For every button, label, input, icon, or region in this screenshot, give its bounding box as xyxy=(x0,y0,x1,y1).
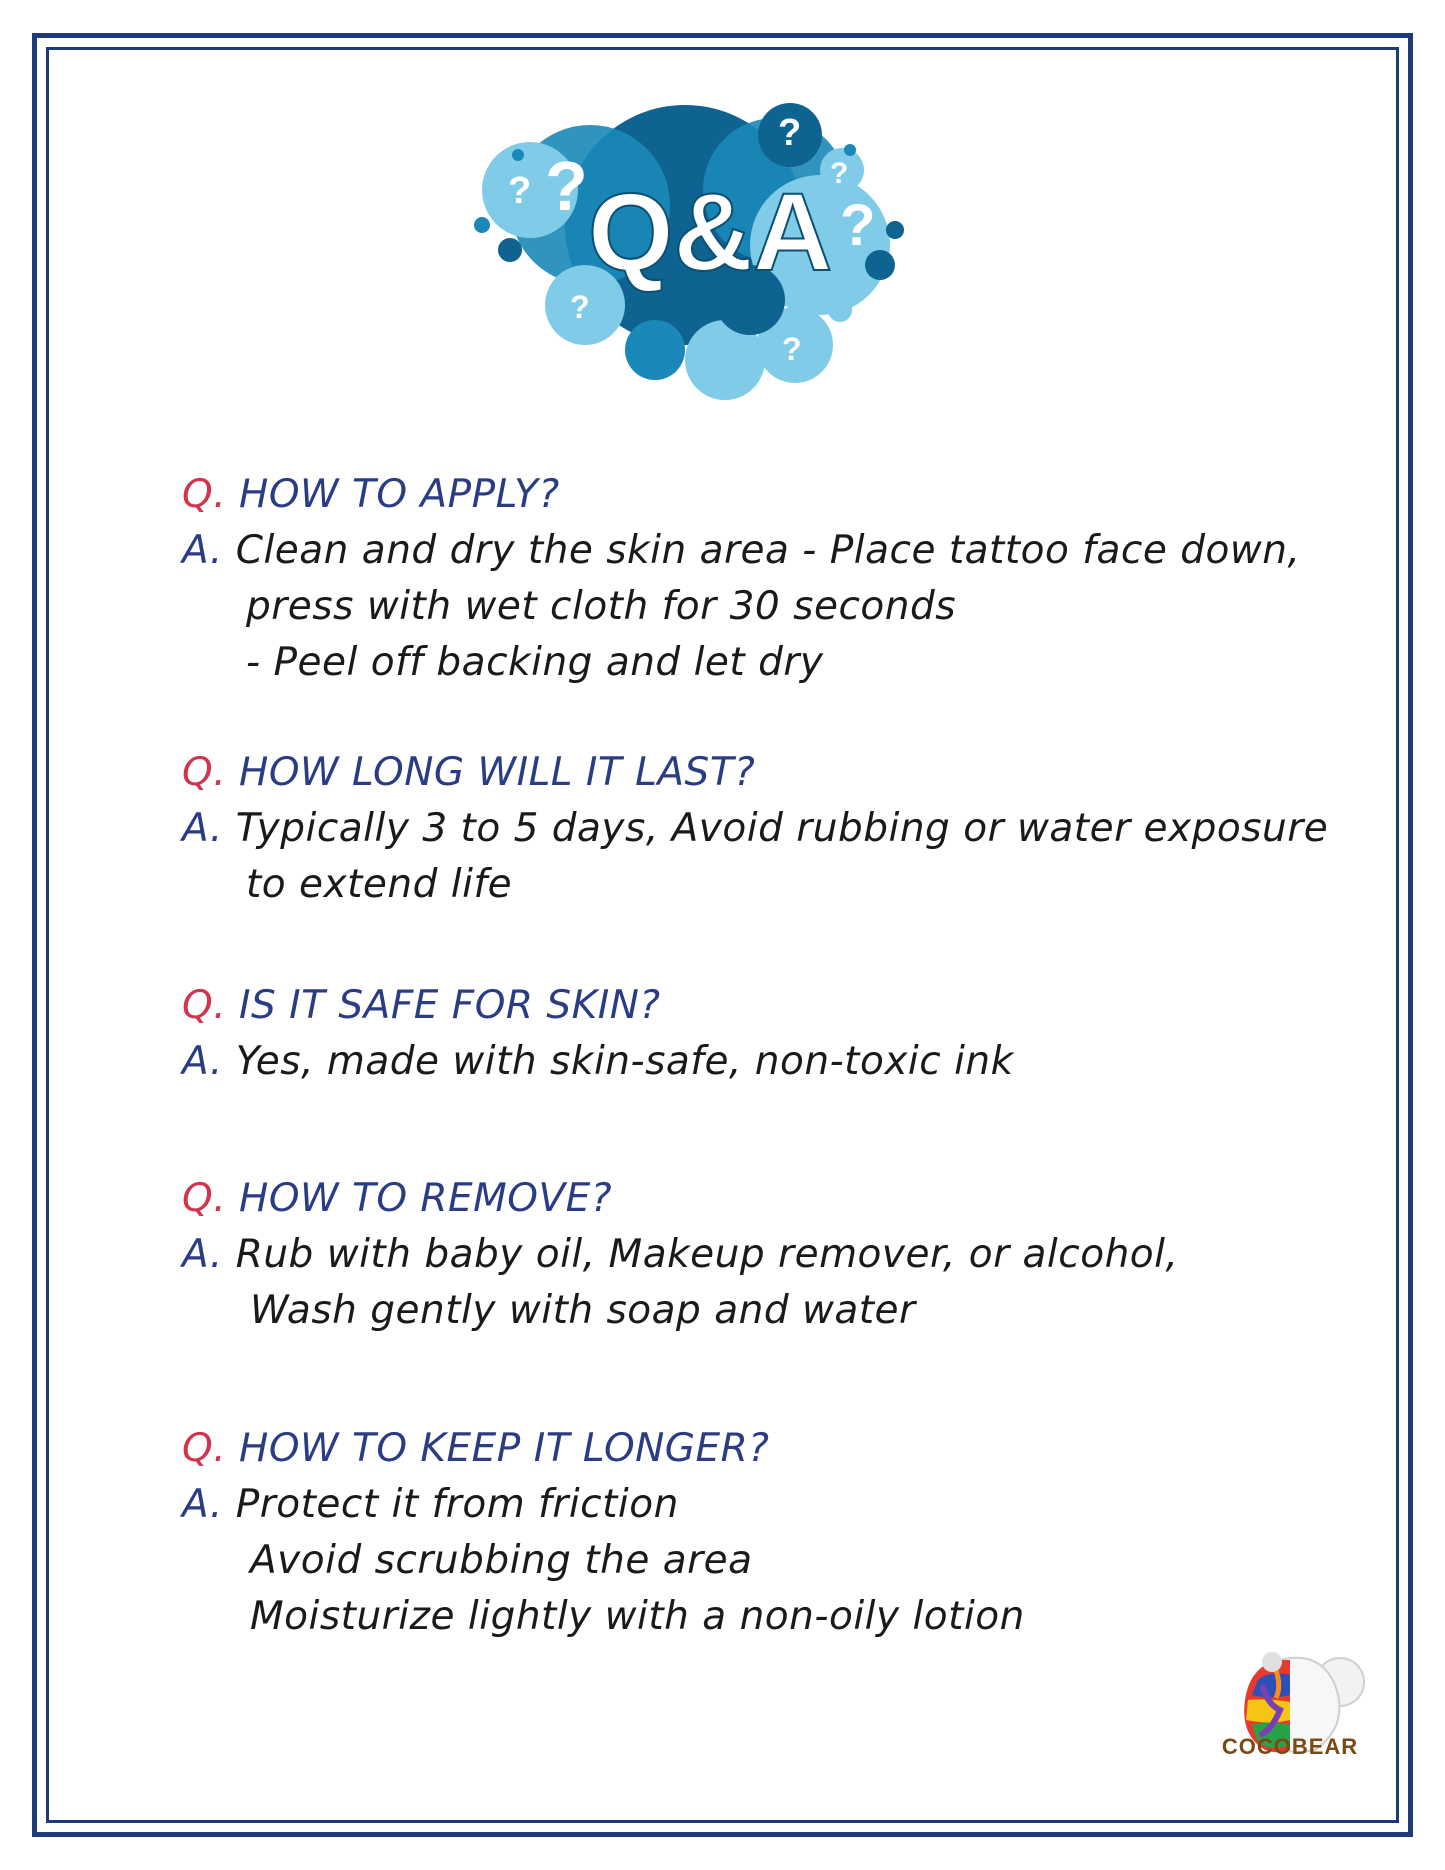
brand-name: COCOBEAR xyxy=(1221,1734,1359,1759)
answer-2-line-2: to extend life xyxy=(246,862,513,907)
question-mark-6: ? xyxy=(570,289,590,325)
answer-text: Yes, made with skin-safe, non-toxic ink xyxy=(235,1039,1014,1084)
answer-1-line-3: - Peel off backing and let dry xyxy=(246,640,824,685)
q-prefix: Q. xyxy=(182,1426,227,1471)
qa-title: Q&A xyxy=(588,171,833,294)
answer-text: Typically 3 to 5 days, Avoid rubbing or water exposure xyxy=(235,806,1329,851)
question-text: HOW TO KEEP IT LONGER? xyxy=(239,1426,770,1471)
answer-2-line-1 xyxy=(182,806,1328,851)
answer-text: Clean and dry the skin area - Place tattoo face down, xyxy=(235,528,1301,573)
question-text: HOW LONG WILL IT LAST? xyxy=(239,750,756,795)
question-4 xyxy=(182,1176,612,1221)
answer-4-line-1 xyxy=(182,1232,1178,1277)
answer-1-line-1 xyxy=(182,528,1300,573)
q-prefix: Q. xyxy=(182,1176,227,1221)
question-text: HOW TO REMOVE? xyxy=(239,1176,613,1221)
question-mark-4: ? xyxy=(830,157,849,190)
question-mark-7: ? xyxy=(782,331,802,367)
a-prefix: A. xyxy=(182,1039,223,1084)
a-prefix: A. xyxy=(182,806,223,851)
q-prefix: Q. xyxy=(182,472,227,517)
question-mark-3: ? xyxy=(778,112,802,154)
question-mark-1: ? xyxy=(508,170,532,212)
answer-5-line-2: Avoid scrubbing the area xyxy=(250,1538,753,1583)
question-3 xyxy=(182,983,661,1028)
answer-5-line-3: Moisturize lightly with a non-oily lotion xyxy=(250,1594,1025,1639)
question-text: HOW TO APPLY? xyxy=(239,472,560,517)
q-prefix: Q. xyxy=(182,750,227,795)
answer-3-line-1 xyxy=(182,1039,1014,1084)
question-5 xyxy=(182,1426,769,1471)
q-prefix: Q. xyxy=(182,983,227,1028)
a-prefix: A. xyxy=(182,1232,223,1277)
question-2 xyxy=(182,750,755,795)
question-mark-2: ? xyxy=(545,147,588,225)
answer-text: Rub with baby oil, Makeup remover, or alcohol, xyxy=(235,1232,1179,1277)
answer-1-line-2: press with wet cloth for 30 seconds xyxy=(246,584,957,629)
answer-4-line-2: Wash gently with soap and water xyxy=(250,1288,916,1333)
a-prefix: A. xyxy=(182,1482,223,1527)
answer-text: Protect it from friction xyxy=(235,1482,679,1527)
qa-bubble-logo xyxy=(470,95,990,400)
question-mark-5: ? xyxy=(840,193,876,258)
answer-5-line-1 xyxy=(182,1482,679,1527)
question-text: IS IT SAFE FOR SKIN? xyxy=(239,983,661,1028)
a-prefix: A. xyxy=(182,528,223,573)
question-1 xyxy=(182,472,560,517)
